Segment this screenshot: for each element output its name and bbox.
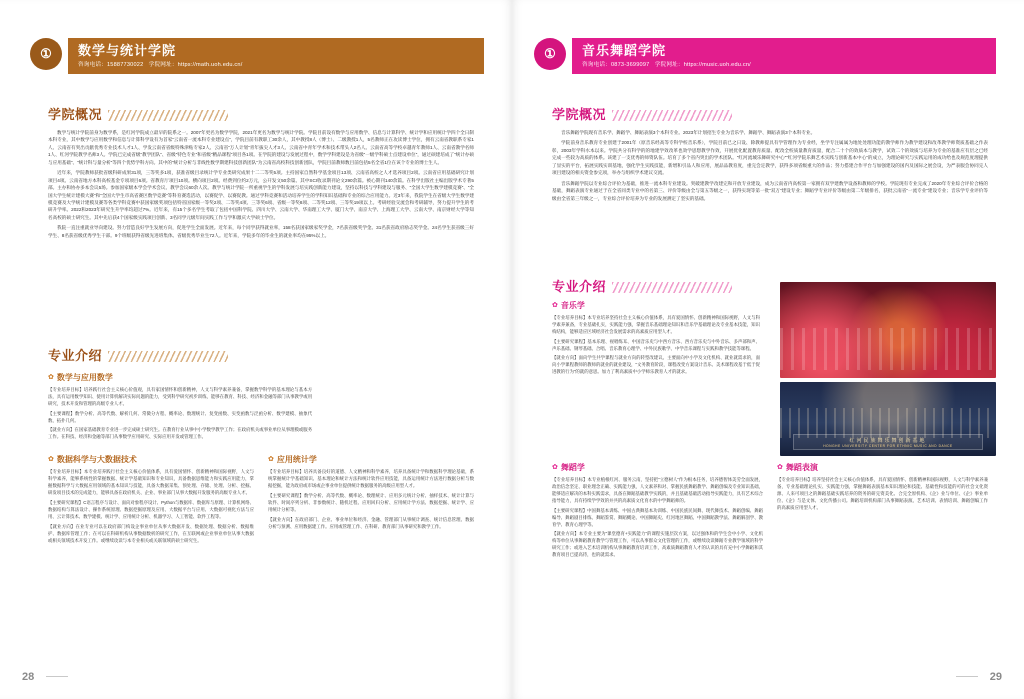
major-paragraph: 【专业培养目标】培养坚持社会主义核心价值体系，具有爱国情怀、创新精神和国际视野，人文与科学素养兼备，专业基础理论扎实、实践能力强，掌握舞蹈表演基本知识理论和技能、基础性和技能的可的社会文化资源、人来可项目之的舞蹈基础实践培养的资务的研完资美化、合完全原机构、《企》业与单位、《企》事业单位、《企》与是文体、文化传播公司。舞蹈培训机构部门从事舞蹈表演、艺术培训、表情培训、舞蹈创编工作的高素质应用型人才。 [777, 477, 988, 511]
banner-subtitle: HONGHE UNIVERSITY CENTER FOR ETHNIC MUSIC AND DANCE [823, 443, 953, 448]
major-paragraph: 【就业方向】在政府部门、企业、事业单位和经济、金融、管理部门从事统计调查、统计信息管理、数据分析与预测、应用数据建工作。应用或管理工作、在科研、教育部门从事研究和教学工作。 [268, 516, 474, 529]
page-number: 29 [989, 671, 1002, 683]
banner-title: 红河民族舞乐舞创新基地 [849, 437, 927, 444]
overview-body [48, 129, 474, 239]
major-paragraph: 【主要课程】数学分析、高等代数、解析几何、常微分方程、概率论、数理统计、复变函数、实变函数与泛函分析、数学建模、抽象代数、拓扑几何。 [48, 410, 313, 423]
college-title: 数学与统计学院 [78, 43, 177, 58]
dance-performance-photo [780, 282, 996, 378]
major-paragraph: 【就业方向】面向学生共学课程与就业方向的转型改建议。主要面向中小学及文化机构、就业就需求的，面向小学课程教师的教师的就业的就业建设，“文务教育阶段，课程改变方案设计音乐、美术课程改基于低于促进教的行为”的就的意思。加力了利高素质中小学师乐教育人才的就求。 [552, 355, 760, 375]
majors-heading [48, 345, 474, 364]
major-name [48, 372, 312, 383]
college-badge-icon: ① [30, 38, 62, 70]
page-number: 28 [22, 671, 35, 683]
hatch-decoration-icon [612, 110, 732, 121]
hatch-decoration-icon [108, 110, 228, 121]
college-title: 音乐舞蹈学院 [582, 43, 667, 58]
college-badge-icon: ① [534, 38, 566, 70]
major-paragraph: 【专业培养目标】培养践行社会主义核心价值观，具有家国情怀和创新精神，人文与科学素养兼备，掌握数学科学的基本理论与基本方法，具有运用数学知识、使用计算机解决实际问题的能力，受到科学研究初步训练，能够在教育、科技、经济和金融等部门从事教学或用研究，技术开发和管理的高级专业人才。 [48, 387, 313, 407]
page-number-rule [956, 676, 978, 677]
majors-two-column [552, 462, 988, 569]
overview-paragraph: 我院一直注重就业导向建设。努力营造良好学生发展方向，促进学生全面发展。近年来，每个同学获得就业率，158名获国家级家奖学金，7名获省级奖学金。31名获省政府励志奖学金。24名学生获省级三好学生、8名获省级优秀学生干部。9个班级获得省级先进班集体。省级优秀毕业生72人。近年来，学院多年的毕业生的就业率均在95%以上。 [48, 225, 474, 238]
stage-banner-photo [780, 382, 996, 456]
hatch-decoration-icon [612, 282, 732, 293]
major-block [48, 372, 312, 440]
major-paragraph: 【就业方向】在业专业可以在政府部门构设企事业单位从事大数据开发、数据处理、数据分析、数据维护、数据库管理工作；在可以在科研机构从事数据数析的研究工作，在互联网或企业事业单位从事大数据或相关领域技术开发工作。或继续攻读与本专业相关或关联领域的硕士研究生。 [48, 523, 254, 543]
major-paragraph: 【专业培养目标】本专业培养坚持社会主义核心价值体系，具有爱国情怀、创新精神和国际视野，人文与科学素养兼备，专业基础扎实，实践能力强，掌握音乐基础理论知识和音乐学基础理论及专业基本技能，知识构结构，能够适应区域经济社会发展需求的高素质应用型人才。 [552, 315, 760, 335]
flower-bullet-icon: ✿ [48, 374, 54, 381]
site-label: 学院网址： [148, 62, 178, 68]
major-name [48, 454, 254, 465]
right-page-header [512, 38, 1024, 74]
header-band [572, 38, 996, 74]
hatch-decoration-icon [108, 351, 228, 362]
major-paragraph: 【就业方向】本专业主要为“课堂德育+实践能力”的课程实施层次方案，以过强体和的学生会中小学、文化机构等单位从事舞蹈教育教学与管理工作，可以从事群众文化管理的工作，或继续攻读舞蹈专业教学领域的科学研究工作；或进入艺术培训机构从事舞蹈教育培训工作，高素质舞蹈教育人才的认识的具有充中小学舞蹈和其教育项目已提高待，也的就需求。 [552, 531, 763, 558]
contact-phone: 0873-3699097 [610, 62, 650, 68]
major-paragraph: 【专业培养目标】培养具备良好的道德、人文精神和科学素养，培养具备统计学和数据科学理论基础，系统掌握统计学基础知识、基本理论和统计方法和统计软件应用技能，具备运用统计方法进行数据分析与数据挖掘，能为政府或市场或企事业单位提供统计数据服务的高级应用型人才。 [268, 469, 474, 489]
flower-bullet-icon: ✿ [552, 302, 558, 309]
overview-paragraph: 数学与统计学院前身为数学系，是红河学院成立最早的院系之一。2007年更名为数学学院，2021年更名为数学与统计学院。学院目前设有数学与应用数学、信息与计算科学、统计学和应用统计学四个全日制本科专业，其中数学与应用数学和信息与计算科学设有为首家“云南省一流本科专业建设点”，学院目前有教职工30余人，其中教授8人（博士）、二级教授1人，5名教师正在攻读博士学位，拥有云南省教职系专家1人、云南省有突出贡献优秀专业技术人才1人、学发云南省省级特殊津贴专家2人、云南省“万人计划”青年拔尖人才3人、云南省中青年学术和技术带头人2名人。云南省高等学校卓越青年教师1人、云南省教学名师1人、红河学院教学名师3人。学院已完成省级“教学团队”、省级“特色专业”和省级“精品课程”项目各1项。在学院的建设与发展过程中，数学学科建设是为省级“一级学科硕士点建设单位”，通过硕建培成了“统计办硕与应用基础”、“统计科与量分析”等四个优势学科方向。其中的“统计分析与非线性数学期建科技创新团队”为云南省高校科技创新团队，学院目前教师数目前包括5名全省1位在该个专业的博士生人。 [48, 130, 474, 165]
majors-title: 专业介绍 [48, 348, 103, 363]
site-url[interactable]: https://music.uoh.edu.cn/ [683, 62, 751, 68]
contact-label: 咨询电话： [582, 62, 611, 68]
major-name [552, 462, 763, 473]
right-page [512, 0, 1024, 699]
major-name-label: 舞蹈表演 [785, 463, 818, 472]
page-number-rule [46, 676, 68, 677]
majors-title: 专业介绍 [552, 279, 607, 294]
overview-paragraph: 音乐舞蹈学院现有音乐学、舞蹈学、舞蹈表演3个本科专业。2023年计划招生专业为音乐学、舞蹈学、舞蹈表演3个本科专业。 [561, 130, 816, 135]
overview-paragraph: 近年来，学院教师获批省级科研成果31项，三等奖多1项，获准省级目录统计学专业类研究成果十二二等奖5项。主持国家自然科学基金项目13项、云南省高校之人才选养项目2项。云南省应用基础研究计划项目4项。云南省地方本科高校基金专项项目6项。省教育厅项目10项。横向项目2项。经费到位约2万元，公开发文50余篇。其中SCI收录期刊论文290余篇。被心期刊140余篇。在科学出版社主编出版学术专著5部。主办和协办多本会议5场。参加国家级本学会学术会议、教学会议60余人次。教学与统计学院一所重视学生的学科发展与培实践创新能力建设，坚持以科技与学科建设与服务、“全国大学生数学建模竞赛”、“全国大学生统计建模大赛”和“全国大学生市高省赛区数学竞赛”等科育赛选活动，以赛促学、以赛促教。通过学科竞赛和活动培养学生的学科知识基础和专业的综合应用能力。近3年来，我院学生在省级大学生数学建模竞赛及大学统计建模及赛等各类学科竞赛中获国家级奖项包括特省国家级一等奖2项、二等奖4项、三等奖6项、省级一等奖8项、二等奖12项、三等奖19项以上。考研经验交流会和考研辅导，努力提升学生的考研升学率。2022和2023年研究生升学率均超过7%。近年来，有15个多名学生考取了包括中国科学院、四川大学、云南大学、华南理工大学、厦门大学、南京大学、上海理工大学、云南大学、南京财经大学等知名高校的硕士研究生。其中先后获4个国家级实践项目创新、3名同学元级年间实践工作与学和激庆大学硕士学位。 [48, 170, 474, 220]
flower-bullet-icon: ✿ [777, 464, 783, 471]
flower-bullet-icon: ✿ [268, 456, 274, 464]
college-contact-line [78, 60, 242, 68]
major-paragraph: 【主要研究课程】基本乐理、视唱练耳、中国音乐史与中西方音乐、西方音乐史与中外音乐、多声部和声、声乐基础、钢琴基础、合唱、音乐教育心理学、中外民族歌学、中学音乐课程与实践和教学技能等课程。 [552, 338, 760, 351]
major-name-label: 舞蹈学 [560, 463, 585, 472]
flower-bullet-icon: ✿ [552, 464, 558, 471]
overview-title: 学院概况 [48, 107, 103, 122]
site-url[interactable]: https://math.uoh.edu.cn/ [177, 62, 243, 68]
major-name [268, 454, 474, 465]
left-page-header [0, 38, 512, 74]
major-name-label: 数据科学与大数据技术 [56, 455, 137, 465]
overview-body [552, 129, 988, 202]
college-contact-line [582, 60, 751, 68]
overview-title: 学院概况 [552, 107, 607, 122]
major-block [48, 454, 254, 546]
major-name-label: 音乐学 [560, 301, 585, 310]
right-overview-section [552, 104, 988, 205]
dancers-row-decoration [780, 328, 996, 370]
photo-banner-text [793, 434, 983, 450]
overview-heading [552, 104, 988, 123]
major-paragraph: 【主要研究课程】C语言程序与设计、面向对象程序设计、Python与数据库、数据库与原理、计算机网络、数据结构与算法设计、操作系统原理、数据挖掘原理及应用、大数据平台与应用、大数据可视化方法与应用、云计算技术、数学建模、统计学、应用统计分析、机器学习、人工智能、软件工程等。 [48, 500, 254, 520]
contact-phone: 15887730022 [106, 62, 144, 68]
left-majors-section [48, 345, 474, 554]
major-paragraph: 【就业方向】在国家基础教育专业进一步完成硕士研究生。在教育行业从事中小学数学教学工作；在政府机关或事业单位从事理模或服务工作。在科技、经济和金融等部门从事数学应用研究、实际应用开发或管理工作。 [48, 427, 313, 440]
photo-stack [780, 282, 996, 456]
contact-label: 咨询电话： [78, 62, 107, 68]
major-paragraph: 【专业培养目标】本专业植根红河、服务云南，坚持把“立德树人”作为根本任务，培养德智体美劳全面发展，政治信念坚定、职业理念正确、实践能力强，人文素养和对、掌握民族舞蹈教学、舞蹈创编及专业知识基础，能够适应解决的本科实践需求，具备在舞蹈基础教学实践的，并且基础基础活动指导实践能力，具有艺术综合指导能力，具有持续学学效的并共的高素质文化育水的中学舞蹈师的。 [552, 477, 763, 504]
major-block [268, 454, 474, 546]
overview-heading [48, 104, 474, 123]
major-paragraph: 【主要研究课程】中国舞基本训练、中国古典舞基本功训练、中国民族民间舞、现代舞技术、舞蹈创编、舞蹈编导、舞蹈剧目排练、舞蹈鉴赏、舞蹈概论、中国舞蹈史、红河地区舞蹈、中国舞蹈教学法、舞蹈解剖学、教育学、教育心理学等。 [552, 507, 763, 527]
overview-paragraph: 学院前身音乐教育专业创建于2001年（原音乐经高等专科学校音乐系），学院目前已之日设、除教师提具有学管理作为专业经，坐学专注属属为地处处理功能的教学师作为教学建设和改革教学师资质基础之作表彰，2003年学科水本以来。学院共分有科学的的地建学效改革也效学思想教学作效，开展优化配置教育质量、配改全校质量教育质量，配合二十个的效质本与教学，试效二个的效质与培养为专业的基准应有层之已经完成一些较为高质的体系。该建了一支优秀的师资队伍。培育了多个省内突出的学术团队。“红河流城乐舞研究中心”“红河学院乐舞艺术实践与创新基本中心”的成立，为理论研究与实践运用的成功给也及规范度理提供了显实的平台，拓展实践实训基地，强化学生实践技能，新增和引品人和应用，展品品教育度，重完会定教学，获得多项省级重大的作品；努力搭建合作平台与加强建设的国内及国际之展会设，为严表服会协同完人项目建设的相关资金参完项，举办与组织学术建议交流。 [552, 140, 988, 176]
majors-two-column [48, 454, 474, 554]
major-paragraph: 【主要研究课程】数学分析、高等代数、概率论、数理统计、应用多元统计分析、抽样技术、统计计算与软件、时间序列分析、非参数统计、随机过程、应用回归分析、应用统计学方法、数据挖掘、统计学、应用统计分析等。 [268, 492, 474, 513]
major-name-label: 应用统计学 [276, 455, 317, 465]
overview-paragraph: 音乐舞蹈学院以专业综合评价为基础，推进一流本科专业建设。突破建教学改建完和开放专业建设，成为云南省内高校第一家拥有双学建数学设备和教师的学校。学院现有专业完成了2020年专业综合评价合格的基础，舞蹈表演专业通过于在全省同类专业中的名第三、评价等级由全与第五等级之一，获得实现等第一批“双万”建设专业；舞蹈学专业评价等级由第二年级排名，获批云南省“一流专业”建设专业；音乐学专业评价等级由全省第三年级之一，专业综合评价培养为专业的发展测定了坚实的基础。 [552, 180, 988, 201]
flower-bullet-icon: ✿ [48, 456, 54, 464]
major-name [552, 300, 760, 311]
major-name [777, 462, 988, 473]
header-band [68, 38, 484, 74]
major-paragraph: 【专业培养目标】本专业培养践行社会主义核心价值体系，具有爱国情怀、创新精神和国际视野，人文与科学素养，能够系统性的掌握数据、统计学基础知识和专业知识，具备数据思维能力和实践应用能力，掌握数据科学与大数据应用领域的基本知识与技能，具备大数据采集、预处理、存储、处理、分析、挖掘、研发项目技术的完成能力，能够具备在政府机关、企业、事业部门从事大数据开发服务的高级专业人才。 [48, 469, 254, 496]
right-majors-heading-wrap [552, 276, 762, 295]
left-overview-section [48, 104, 474, 242]
majors-heading [552, 276, 762, 295]
major-block [552, 462, 763, 561]
major-block [552, 300, 760, 378]
site-label: 学院网址： [654, 62, 684, 68]
major-block [777, 462, 988, 561]
major-name-label: 数学与应用数学 [56, 373, 113, 382]
